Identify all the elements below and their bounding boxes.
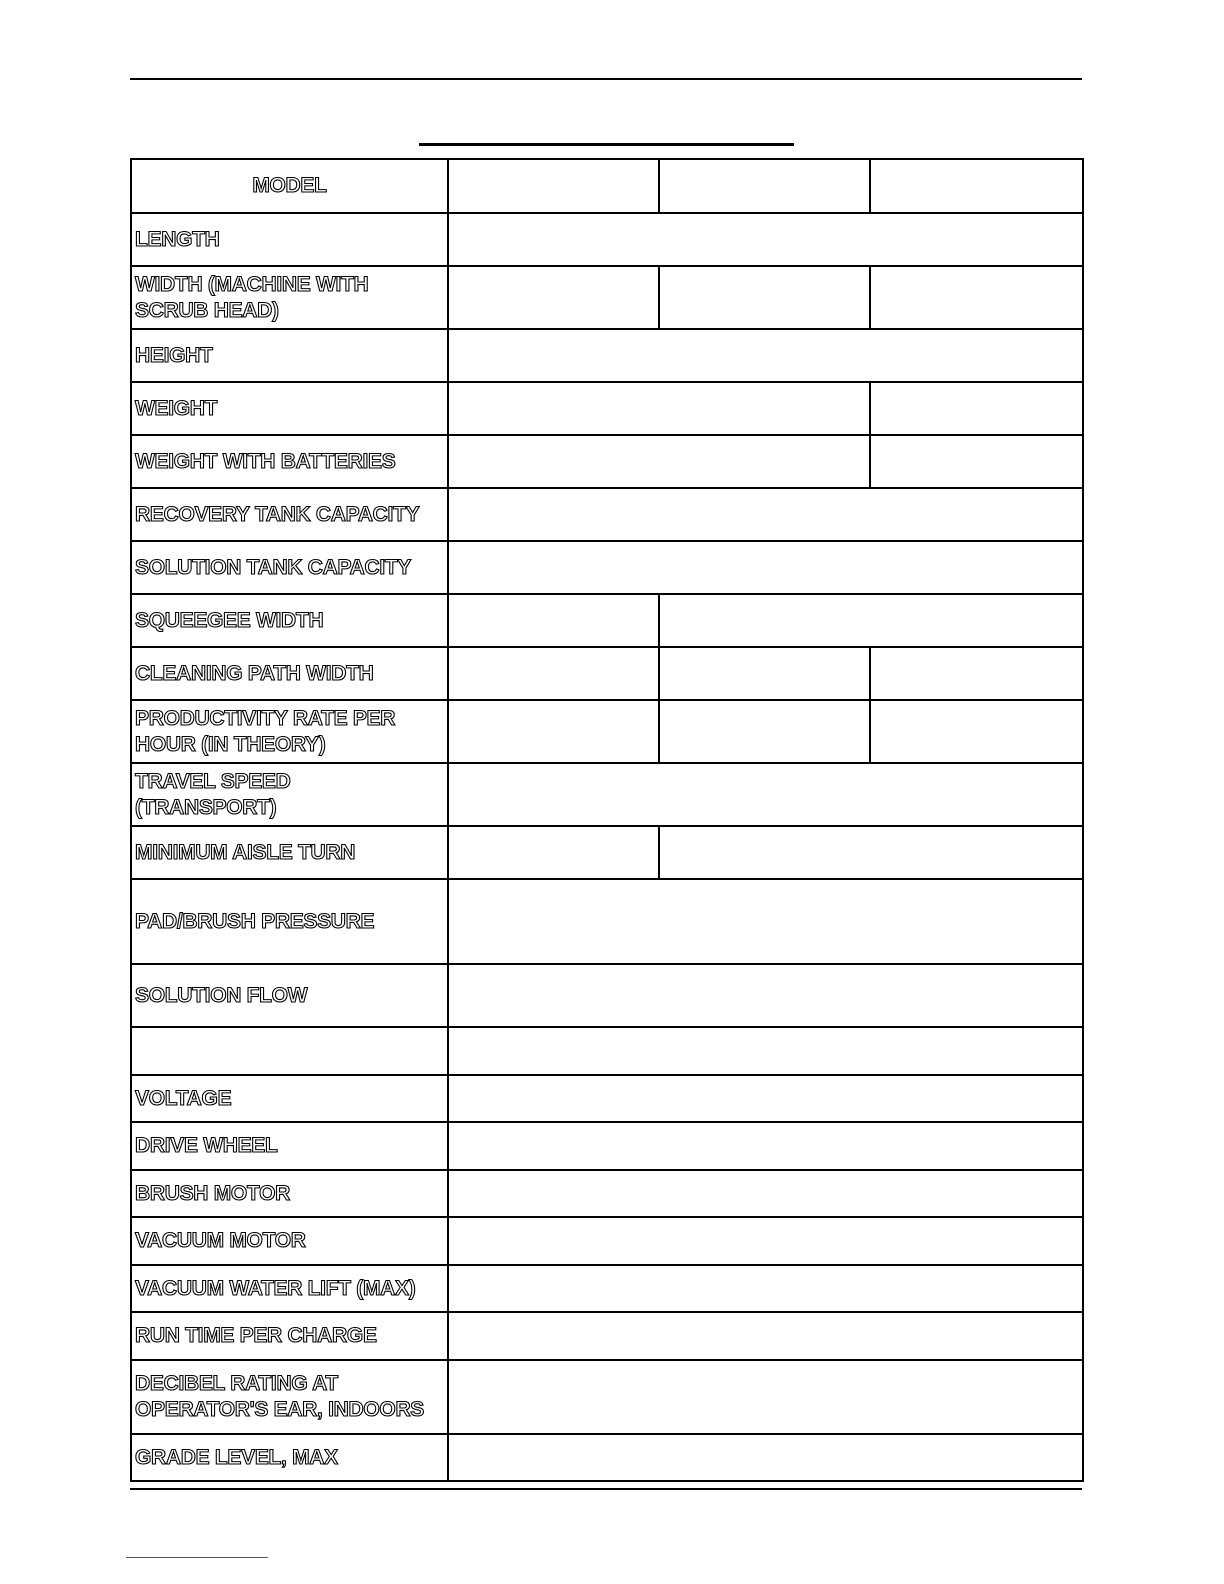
row-label-vacuum-motor: VACUUM MOTOR <box>135 1229 306 1252</box>
row-value-cell <box>448 1360 1083 1434</box>
row-label-productivity: PRODUCTIVITY RATE PER HOUR (IN THEORY) <box>135 706 396 756</box>
model-label-cell <box>131 159 448 213</box>
row-value-cell <box>659 266 870 329</box>
table-row <box>131 213 1083 266</box>
table-row <box>131 647 1083 700</box>
table-row <box>131 1170 1083 1217</box>
row-value-cell <box>448 1217 1083 1265</box>
table-row <box>131 1027 1083 1075</box>
row-value-cell <box>448 435 870 488</box>
row-label-recovery-tank: RECOVERY TANK CAPACITY <box>135 502 420 526</box>
row-value-cell <box>448 826 659 879</box>
row-label-squeegee-width: SQUEEGEE WIDTH <box>135 608 324 632</box>
table-row <box>131 382 1083 435</box>
row-value-cell <box>448 541 1083 594</box>
table-row <box>131 1360 1083 1434</box>
row-label-solution-tank: SOLUTION TANK CAPACITY <box>135 555 412 579</box>
row-label-cell <box>131 213 448 266</box>
row-value-cell <box>448 213 1083 266</box>
table-row <box>131 1122 1083 1170</box>
row-value-cell <box>448 1075 1083 1122</box>
row-label-brush-motor: BRUSH MOTOR <box>135 1181 290 1205</box>
model-label: MODEL <box>252 174 327 197</box>
row-value-cell <box>448 964 1083 1027</box>
row-value-cell <box>448 1122 1083 1170</box>
row-label-cell <box>131 1027 448 1075</box>
table-row <box>131 594 1083 647</box>
row-value-cell <box>870 647 1083 700</box>
row-label-cell <box>131 700 448 763</box>
row-label-cleaning-path: CLEANING PATH WIDTH <box>135 661 374 685</box>
row-value-cell <box>448 594 659 647</box>
table-row <box>131 1217 1083 1265</box>
row-value-cell <box>448 1265 1083 1312</box>
row-value-cell <box>870 700 1083 763</box>
row-label-cell <box>131 1122 448 1170</box>
table-row <box>131 879 1083 964</box>
row-label-aisle-turn: MINIMUM AISLE TURN <box>135 840 356 864</box>
row-value-cell <box>870 266 1083 329</box>
table-row <box>131 1312 1083 1360</box>
row-label-cell <box>131 879 448 964</box>
row-value-cell <box>870 382 1083 435</box>
row-value-cell <box>448 763 1083 826</box>
row-label-grade-level: GRADE LEVEL, MAX <box>135 1445 338 1469</box>
row-label-vacuum-water-lift: VACUUM WATER LIFT (MAX) <box>135 1276 416 1300</box>
table-row <box>131 329 1083 382</box>
row-label-cell <box>131 964 448 1027</box>
row-value-cell <box>448 488 1083 541</box>
model-value-cell-2 <box>659 159 870 213</box>
row-value-cell <box>448 700 659 763</box>
table-row <box>131 826 1083 879</box>
row-label-cell <box>131 488 448 541</box>
header-rule <box>130 78 1082 80</box>
row-label-weight: WEIGHT <box>135 396 218 420</box>
row-label-run-time: RUN TIME PER CHARGE <box>135 1324 377 1347</box>
specifications-table <box>130 158 1084 1482</box>
row-value-cell <box>448 382 870 435</box>
table-row <box>131 435 1083 488</box>
table-row <box>131 1434 1083 1481</box>
row-label-cell <box>131 594 448 647</box>
table-row <box>131 266 1083 329</box>
row-label-cell <box>131 541 448 594</box>
row-value-cell <box>659 826 1083 879</box>
row-label-weight-with-batteries: WEIGHT WITH BATTERIES <box>135 449 396 473</box>
row-label-length: LENGTH <box>135 227 220 251</box>
row-value-cell <box>448 1027 1083 1075</box>
row-value-cell <box>659 700 870 763</box>
row-value-cell <box>448 1434 1083 1481</box>
row-label-cell <box>131 1434 448 1481</box>
row-value-cell <box>870 435 1083 488</box>
row-label-travel-speed: TRAVEL SPEED (TRANSPORT) <box>135 769 291 819</box>
row-value-cell <box>448 879 1083 964</box>
footer-rule <box>130 1488 1082 1490</box>
row-value-cell <box>448 266 659 329</box>
table-row <box>131 488 1083 541</box>
row-label-height: HEIGHT <box>135 343 213 367</box>
title-underline <box>419 143 794 146</box>
row-label-drive-wheel: DRIVE WHEEL <box>135 1134 278 1157</box>
table-row <box>131 1075 1083 1122</box>
row-label-cell <box>131 435 448 488</box>
table-row <box>131 1265 1083 1312</box>
row-value-cell <box>659 647 870 700</box>
table-row <box>131 964 1083 1027</box>
row-label-cell <box>131 826 448 879</box>
row-label-cell <box>131 647 448 700</box>
row-label-cell <box>131 266 448 329</box>
table-row <box>131 700 1083 763</box>
row-label-solution-flow: SOLUTION FLOW <box>135 983 308 1007</box>
row-label-cell <box>131 1170 448 1217</box>
row-value-cell <box>448 647 659 700</box>
table-row <box>131 763 1083 826</box>
model-value-cell-3 <box>870 159 1083 213</box>
row-label-cell <box>131 382 448 435</box>
table-row <box>131 541 1083 594</box>
row-value-cell <box>659 594 1083 647</box>
footer-link-underline <box>126 1557 268 1558</box>
row-value-cell <box>448 1312 1083 1360</box>
row-label-decibel-rating: DECIBEL RATING AT OPERATOR'S EAR, INDOORS <box>135 1372 425 1421</box>
row-value-cell <box>448 329 1083 382</box>
row-label-cell <box>131 1360 448 1434</box>
table-row-model <box>131 159 1083 213</box>
row-label-cell <box>131 1075 448 1122</box>
row-label-cell <box>131 329 448 382</box>
model-value-cell-1 <box>448 159 659 213</box>
row-label-cell <box>131 763 448 826</box>
row-label-cell <box>131 1265 448 1312</box>
row-value-cell <box>448 1170 1083 1217</box>
row-label-pad-brush-pressure: PAD/BRUSH PRESSURE <box>135 909 375 933</box>
row-label-width: WIDTH (MACHINE WITH SCRUB HEAD) <box>135 272 369 322</box>
row-label-cell <box>131 1217 448 1265</box>
row-label-cell <box>131 1312 448 1360</box>
row-label-voltage: VOLTAGE <box>135 1086 232 1110</box>
